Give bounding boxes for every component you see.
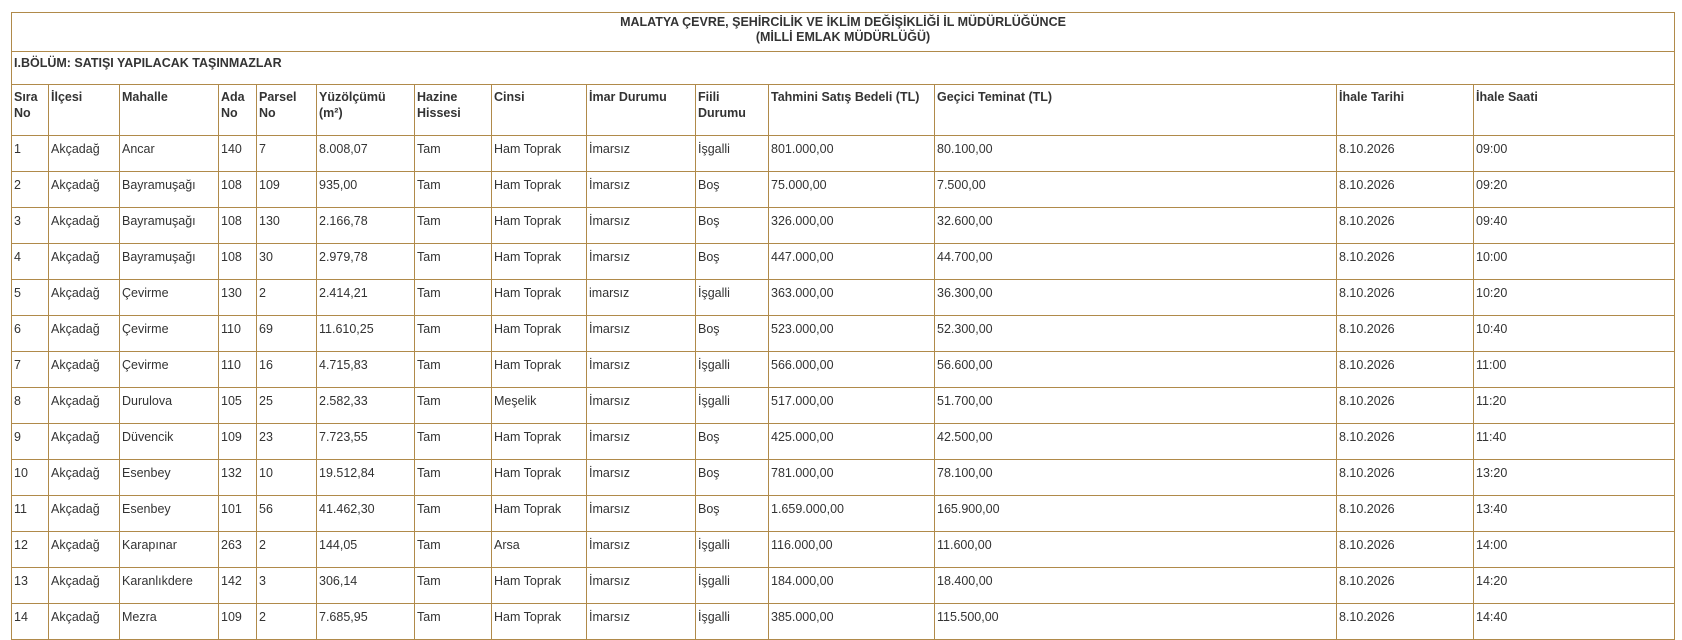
cell-teminat: 165.900,00 xyxy=(935,496,1337,532)
cell-ilce: Akçadağ xyxy=(49,424,120,460)
cell-parsel: 25 xyxy=(257,388,317,424)
table-row xyxy=(12,532,1675,568)
cell-hisse: Tam xyxy=(415,316,492,352)
table-row xyxy=(12,244,1675,280)
cell-ada: 110 xyxy=(219,316,257,352)
cell-ada: 130 xyxy=(219,280,257,316)
col-header-teminat: Geçici Teminat (TL) xyxy=(935,85,1337,136)
cell-ilce: Akçadağ xyxy=(49,280,120,316)
cell-mahalle: Esenbey xyxy=(120,496,219,532)
cell-yuzolcumu: 2.582,33 xyxy=(317,388,415,424)
cell-cinsi: Ham Toprak xyxy=(492,208,587,244)
cell-tarih: 8.10.2026 xyxy=(1337,388,1474,424)
cell-cinsi: Ham Toprak xyxy=(492,424,587,460)
cell-hisse: Tam xyxy=(415,604,492,640)
cell-hisse: Tam xyxy=(415,136,492,172)
table-row xyxy=(12,424,1675,460)
cell-tarih: 8.10.2026 xyxy=(1337,352,1474,388)
cell-imar: İmarsız xyxy=(587,604,696,640)
cell-bedel: 425.000,00 xyxy=(769,424,935,460)
cell-imar: İmarsız xyxy=(587,496,696,532)
cell-bedel: 801.000,00 xyxy=(769,136,935,172)
cell-mahalle: Karapınar xyxy=(120,532,219,568)
cell-mahalle: Esenbey xyxy=(120,460,219,496)
cell-saat: 10:40 xyxy=(1474,316,1675,352)
cell-ada: 108 xyxy=(219,244,257,280)
cell-ilce: Akçadağ xyxy=(49,244,120,280)
cell-mahalle: Çevirme xyxy=(120,352,219,388)
cell-parsel: 7 xyxy=(257,136,317,172)
cell-saat: 13:40 xyxy=(1474,496,1675,532)
cell-saat: 09:00 xyxy=(1474,136,1675,172)
cell-teminat: 51.700,00 xyxy=(935,388,1337,424)
cell-ada: 109 xyxy=(219,604,257,640)
cell-yuzolcumu: 41.462,30 xyxy=(317,496,415,532)
cell-hisse: Tam xyxy=(415,280,492,316)
col-header-parsel: Parsel No xyxy=(257,85,317,136)
cell-fiili: Boş xyxy=(696,460,769,496)
cell-yuzolcumu: 11.610,25 xyxy=(317,316,415,352)
cell-hisse: Tam xyxy=(415,388,492,424)
cell-bedel: 75.000,00 xyxy=(769,172,935,208)
cell-hisse: Tam xyxy=(415,352,492,388)
cell-tarih: 8.10.2026 xyxy=(1337,532,1474,568)
cell-mahalle: Bayramuşağı xyxy=(120,244,219,280)
cell-ada: 101 xyxy=(219,496,257,532)
cell-sira: 8 xyxy=(12,388,49,424)
cell-ilce: Akçadağ xyxy=(49,208,120,244)
cell-sira: 3 xyxy=(12,208,49,244)
cell-tarih: 8.10.2026 xyxy=(1337,604,1474,640)
table-row xyxy=(12,172,1675,208)
cell-saat: 11:20 xyxy=(1474,388,1675,424)
cell-fiili: Boş xyxy=(696,244,769,280)
cell-imar: İmarsız xyxy=(587,460,696,496)
cell-yuzolcumu: 4.715,83 xyxy=(317,352,415,388)
cell-ada: 263 xyxy=(219,532,257,568)
cell-cinsi: Ham Toprak xyxy=(492,244,587,280)
cell-ada: 142 xyxy=(219,568,257,604)
cell-cinsi: Ham Toprak xyxy=(492,172,587,208)
title-row xyxy=(12,13,1675,52)
cell-teminat: 32.600,00 xyxy=(935,208,1337,244)
cell-sira: 13 xyxy=(12,568,49,604)
cell-sira: 5 xyxy=(12,280,49,316)
cell-cinsi: Arsa xyxy=(492,532,587,568)
table-row xyxy=(12,280,1675,316)
cell-hisse: Tam xyxy=(415,244,492,280)
cell-bedel: 517.000,00 xyxy=(769,388,935,424)
cell-tarih: 8.10.2026 xyxy=(1337,244,1474,280)
cell-ada: 132 xyxy=(219,460,257,496)
col-header-bedel: Tahmini Satış Bedeli (TL) xyxy=(769,85,935,136)
cell-cinsi: Meşelik xyxy=(492,388,587,424)
cell-sira: 4 xyxy=(12,244,49,280)
cell-teminat: 115.500,00 xyxy=(935,604,1337,640)
cell-ada: 110 xyxy=(219,352,257,388)
cell-imar: İmarsız xyxy=(587,136,696,172)
cell-tarih: 8.10.2026 xyxy=(1337,136,1474,172)
col-header-mahalle: Mahalle xyxy=(120,85,219,136)
cell-fiili: İşgalli xyxy=(696,352,769,388)
cell-cinsi: Ham Toprak xyxy=(492,496,587,532)
cell-bedel: 326.000,00 xyxy=(769,208,935,244)
cell-fiili: İşgalli xyxy=(696,604,769,640)
cell-tarih: 8.10.2026 xyxy=(1337,424,1474,460)
cell-hisse: Tam xyxy=(415,460,492,496)
cell-sira: 6 xyxy=(12,316,49,352)
cell-hisse: Tam xyxy=(415,532,492,568)
cell-teminat: 78.100,00 xyxy=(935,460,1337,496)
col-header-cinsi: Cinsi xyxy=(492,85,587,136)
col-header-imar: İmar Durumu xyxy=(587,85,696,136)
cell-mahalle: Karanlıkdere xyxy=(120,568,219,604)
cell-saat: 14:00 xyxy=(1474,532,1675,568)
cell-teminat: 52.300,00 xyxy=(935,316,1337,352)
cell-yuzolcumu: 144,05 xyxy=(317,532,415,568)
cell-saat: 09:20 xyxy=(1474,172,1675,208)
document-title xyxy=(12,13,1675,52)
cell-parsel: 23 xyxy=(257,424,317,460)
cell-bedel: 781.000,00 xyxy=(769,460,935,496)
cell-tarih: 8.10.2026 xyxy=(1337,496,1474,532)
col-header-hazine: Hazine Hissesi xyxy=(415,85,492,136)
cell-fiili: İşgalli xyxy=(696,136,769,172)
cell-imar: İmarsız xyxy=(587,244,696,280)
cell-saat: 14:20 xyxy=(1474,568,1675,604)
cell-bedel: 385.000,00 xyxy=(769,604,935,640)
cell-ilce: Akçadağ xyxy=(49,496,120,532)
page-content xyxy=(11,12,1674,640)
cell-teminat: 44.700,00 xyxy=(935,244,1337,280)
cell-yuzolcumu: 8.008,07 xyxy=(317,136,415,172)
cell-mahalle: Düvencik xyxy=(120,424,219,460)
cell-tarih: 8.10.2026 xyxy=(1337,172,1474,208)
property-sale-table xyxy=(11,12,1675,640)
cell-hisse: Tam xyxy=(415,172,492,208)
cell-mahalle: Çevirme xyxy=(120,280,219,316)
cell-parsel: 2 xyxy=(257,532,317,568)
cell-parsel: 2 xyxy=(257,604,317,640)
cell-hisse: Tam xyxy=(415,208,492,244)
table-row xyxy=(12,604,1675,640)
cell-sira: 9 xyxy=(12,424,49,460)
cell-sira: 14 xyxy=(12,604,49,640)
cell-sira: 2 xyxy=(12,172,49,208)
cell-sira: 10 xyxy=(12,460,49,496)
cell-fiili: İşgalli xyxy=(696,568,769,604)
cell-imar: İmarsız xyxy=(587,388,696,424)
cell-bedel: 1.659.000,00 xyxy=(769,496,935,532)
cell-ilce: Akçadağ xyxy=(49,532,120,568)
cell-mahalle: Çevirme xyxy=(120,316,219,352)
cell-imar: İmarsız xyxy=(587,208,696,244)
cell-ilce: Akçadağ xyxy=(49,172,120,208)
col-header-saat: İhale Saati xyxy=(1474,85,1675,136)
cell-ilce: Akçadağ xyxy=(49,568,120,604)
cell-sira: 12 xyxy=(12,532,49,568)
cell-hisse: Tam xyxy=(415,568,492,604)
cell-yuzolcumu: 2.166,78 xyxy=(317,208,415,244)
table-row xyxy=(12,388,1675,424)
table-row xyxy=(12,496,1675,532)
cell-cinsi: Ham Toprak xyxy=(492,316,587,352)
table-row xyxy=(12,460,1675,496)
cell-ada: 108 xyxy=(219,172,257,208)
cell-imar: İmarsız xyxy=(587,352,696,388)
cell-cinsi: Ham Toprak xyxy=(492,568,587,604)
section-heading: I.BÖLÜM: SATIŞI YAPILACAK TAŞINMAZLAR xyxy=(12,52,1675,85)
cell-yuzolcumu: 19.512,84 xyxy=(317,460,415,496)
cell-fiili: Boş xyxy=(696,496,769,532)
cell-bedel: 523.000,00 xyxy=(769,316,935,352)
cell-fiili: İşgalli xyxy=(696,280,769,316)
cell-ilce: Akçadağ xyxy=(49,136,120,172)
table-row xyxy=(12,316,1675,352)
cell-saat: 10:20 xyxy=(1474,280,1675,316)
cell-teminat: 11.600,00 xyxy=(935,532,1337,568)
table-row xyxy=(12,136,1675,172)
cell-parsel: 30 xyxy=(257,244,317,280)
cell-ilce: Akçadağ xyxy=(49,460,120,496)
cell-saat: 10:00 xyxy=(1474,244,1675,280)
cell-ilce: Akçadağ xyxy=(49,388,120,424)
cell-teminat: 7.500,00 xyxy=(935,172,1337,208)
cell-mahalle: Bayramuşağı xyxy=(120,208,219,244)
cell-ilce: Akçadağ xyxy=(49,352,120,388)
cell-yuzolcumu: 2.414,21 xyxy=(317,280,415,316)
title-line-2: (MİLLİ EMLAK MÜDÜRLÜĞÜ) xyxy=(755,30,931,44)
cell-teminat: 36.300,00 xyxy=(935,280,1337,316)
cell-imar: İmarsız xyxy=(587,568,696,604)
cell-mahalle: Ancar xyxy=(120,136,219,172)
cell-bedel: 116.000,00 xyxy=(769,532,935,568)
cell-parsel: 10 xyxy=(257,460,317,496)
cell-mahalle: Bayramuşağı xyxy=(120,172,219,208)
cell-hisse: Tam xyxy=(415,424,492,460)
cell-teminat: 42.500,00 xyxy=(935,424,1337,460)
cell-parsel: 130 xyxy=(257,208,317,244)
cell-teminat: 80.100,00 xyxy=(935,136,1337,172)
cell-yuzolcumu: 7.723,55 xyxy=(317,424,415,460)
title-line-1: MALATYA ÇEVRE, ŞEHİRCİLİK VE İKLİM DEĞİŞİKLİĞİ İL MÜDÜRLÜĞÜNCE xyxy=(620,15,1066,29)
cell-tarih: 8.10.2026 xyxy=(1337,208,1474,244)
cell-parsel: 2 xyxy=(257,280,317,316)
cell-imar: İmarsız xyxy=(587,532,696,568)
cell-tarih: 8.10.2026 xyxy=(1337,316,1474,352)
table-row xyxy=(12,568,1675,604)
cell-tarih: 8.10.2026 xyxy=(1337,568,1474,604)
cell-tarih: 8.10.2026 xyxy=(1337,460,1474,496)
cell-fiili: İşgalli xyxy=(696,388,769,424)
cell-yuzolcumu: 935,00 xyxy=(317,172,415,208)
cell-parsel: 16 xyxy=(257,352,317,388)
cell-bedel: 566.000,00 xyxy=(769,352,935,388)
cell-cinsi: Ham Toprak xyxy=(492,604,587,640)
cell-bedel: 447.000,00 xyxy=(769,244,935,280)
cell-saat: 11:40 xyxy=(1474,424,1675,460)
cell-yuzolcumu: 306,14 xyxy=(317,568,415,604)
cell-imar: İmarsız xyxy=(587,316,696,352)
cell-cinsi: Ham Toprak xyxy=(492,136,587,172)
cell-saat: 09:40 xyxy=(1474,208,1675,244)
cell-saat: 14:40 xyxy=(1474,604,1675,640)
cell-sira: 11 xyxy=(12,496,49,532)
cell-fiili: Boş xyxy=(696,172,769,208)
cell-mahalle: Durulova xyxy=(120,388,219,424)
cell-yuzolcumu: 2.979,78 xyxy=(317,244,415,280)
cell-cinsi: Ham Toprak xyxy=(492,280,587,316)
col-header-ada: Ada No xyxy=(219,85,257,136)
cell-bedel: 184.000,00 xyxy=(769,568,935,604)
cell-hisse: Tam xyxy=(415,496,492,532)
cell-parsel: 56 xyxy=(257,496,317,532)
cell-teminat: 18.400,00 xyxy=(935,568,1337,604)
cell-teminat: 56.600,00 xyxy=(935,352,1337,388)
cell-fiili: Boş xyxy=(696,316,769,352)
cell-fiili: Boş xyxy=(696,424,769,460)
cell-imar: İmarsız xyxy=(587,424,696,460)
cell-fiili: İşgalli xyxy=(696,532,769,568)
cell-ada: 109 xyxy=(219,424,257,460)
cell-cinsi: Ham Toprak xyxy=(492,352,587,388)
col-header-fiili: Fiili Durumu xyxy=(696,85,769,136)
cell-imar: imarsız xyxy=(587,280,696,316)
cell-tarih: 8.10.2026 xyxy=(1337,280,1474,316)
cell-ilce: Akçadağ xyxy=(49,604,120,640)
cell-ilce: Akçadağ xyxy=(49,316,120,352)
cell-ada: 105 xyxy=(219,388,257,424)
cell-saat: 13:20 xyxy=(1474,460,1675,496)
cell-sira: 1 xyxy=(12,136,49,172)
cell-parsel: 109 xyxy=(257,172,317,208)
col-header-sira: Sıra No xyxy=(12,85,49,136)
table-row xyxy=(12,352,1675,388)
cell-mahalle: Mezra xyxy=(120,604,219,640)
col-header-yuzolcumu: Yüzölçümü (m²) xyxy=(317,85,415,136)
cell-saat: 11:00 xyxy=(1474,352,1675,388)
header-row xyxy=(12,85,1675,136)
cell-sira: 7 xyxy=(12,352,49,388)
section-row xyxy=(12,52,1675,85)
cell-yuzolcumu: 7.685,95 xyxy=(317,604,415,640)
cell-ada: 108 xyxy=(219,208,257,244)
cell-ada: 140 xyxy=(219,136,257,172)
table-row xyxy=(12,208,1675,244)
col-header-ilce: İlçesi xyxy=(49,85,120,136)
cell-fiili: Boş xyxy=(696,208,769,244)
cell-cinsi: Ham Toprak xyxy=(492,460,587,496)
col-header-tarih: İhale Tarihi xyxy=(1337,85,1474,136)
cell-parsel: 3 xyxy=(257,568,317,604)
cell-imar: İmarsız xyxy=(587,172,696,208)
cell-parsel: 69 xyxy=(257,316,317,352)
cell-bedel: 363.000,00 xyxy=(769,280,935,316)
